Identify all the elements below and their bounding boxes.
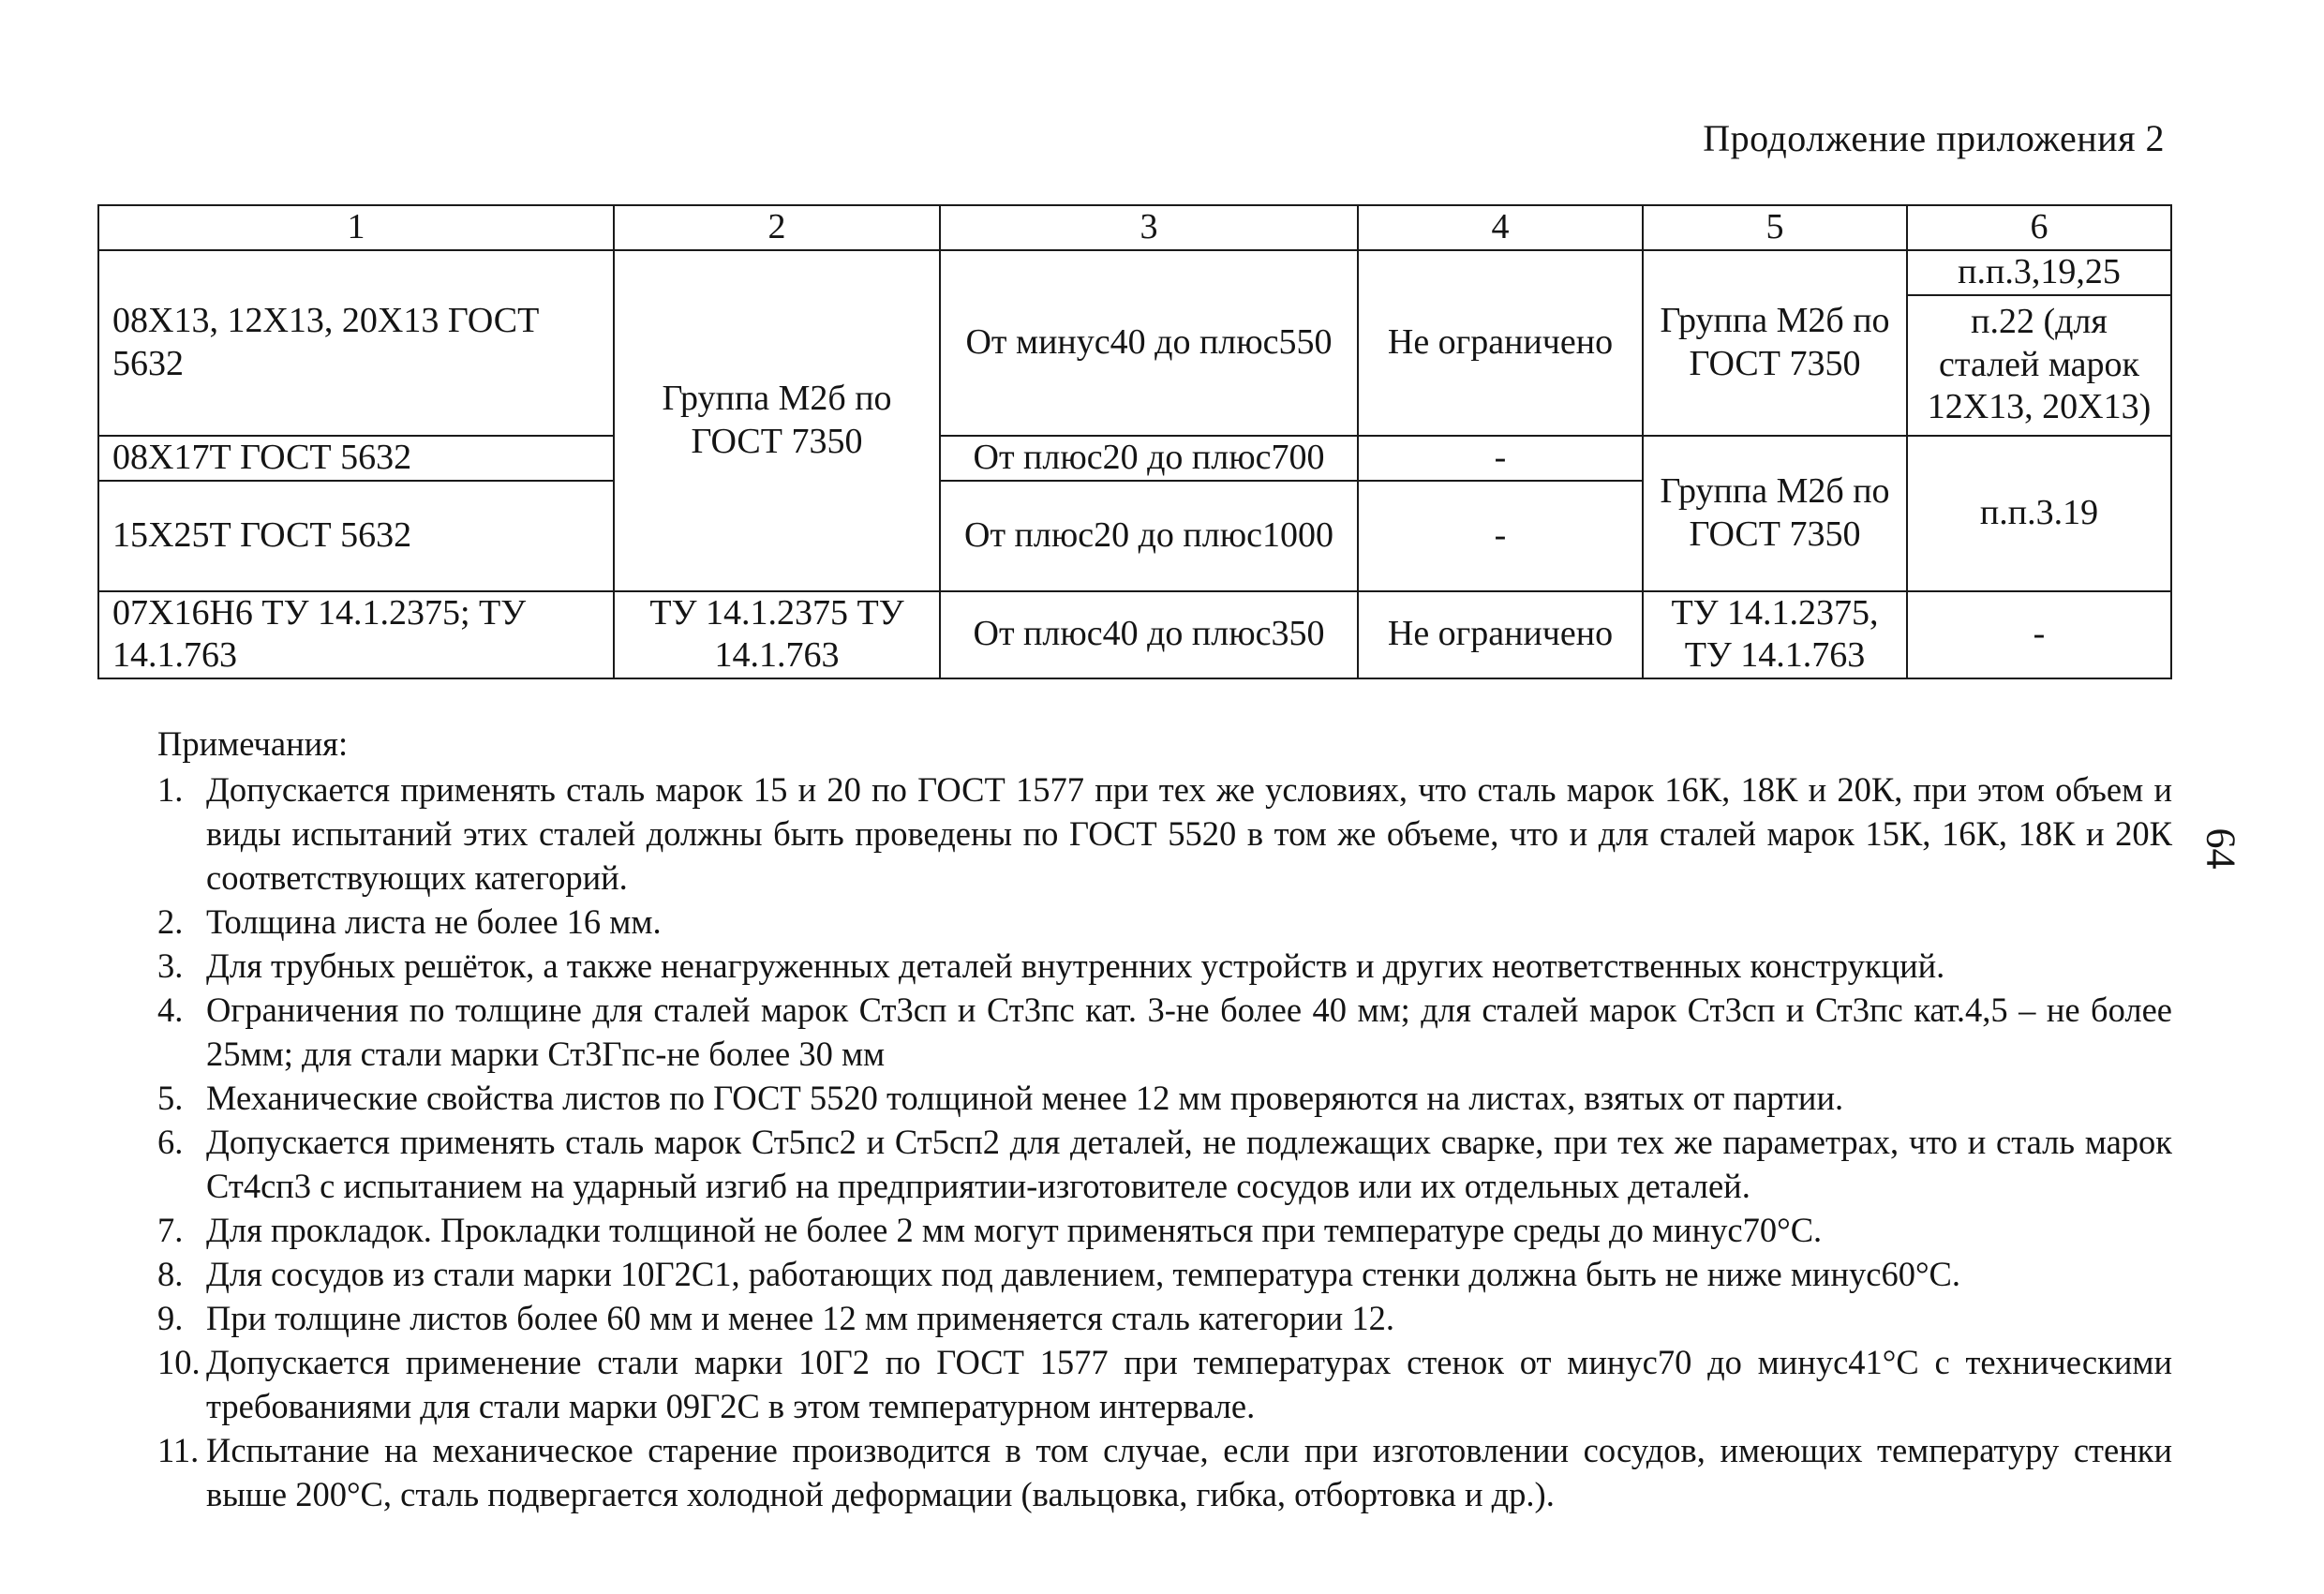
note-number: 9. — [157, 1299, 184, 1337]
note-item — [157, 988, 2172, 1076]
note-text: Для прокладок. Прокладки толщиной не более 2 мм могут применяться при температуре среды до минус70°С. — [206, 1211, 1823, 1249]
pressure-limit-cell: Не ограничено — [1358, 250, 1643, 436]
note-number: 10. — [157, 1343, 201, 1381]
header-col-1: 1 — [98, 205, 614, 250]
note-item — [157, 1252, 2172, 1296]
note-item — [157, 1296, 2172, 1340]
pressure-limit-cell: Не ограничено — [1358, 591, 1643, 678]
note-item — [157, 1428, 2172, 1516]
note-text: Для трубных решёток, а также ненагруженных деталей внутренних устройств и других неответственных конструкций. — [206, 946, 1945, 985]
note-item — [157, 944, 2172, 988]
note-number: 3. — [157, 946, 184, 985]
note-number: 7. — [157, 1211, 184, 1249]
test-group-cell: ТУ 14.1.2375, ТУ 14.1.763 — [1643, 591, 1907, 678]
notes-list — [157, 767, 2172, 1516]
note-number: 4. — [157, 991, 184, 1029]
note-text: Для сосудов из стали марки 10Г2С1, работающих под давлением, температура стенки должна быть не ниже минус60°С. — [206, 1255, 1961, 1293]
note-item — [157, 1340, 2172, 1428]
notes-ref-cell: п.22 (для сталей марок 12Х13, 20Х13) — [1907, 295, 2171, 436]
table-row — [98, 591, 2171, 678]
temperature-range-cell: От плюс20 до плюс700 — [940, 436, 1358, 481]
note-number: 8. — [157, 1255, 184, 1293]
pressure-limit-cell: - — [1358, 436, 1643, 481]
header-col-5: 5 — [1643, 205, 1907, 250]
header-col-2: 2 — [614, 205, 940, 250]
page-number: 64 — [2197, 827, 2244, 870]
note-text: Допускается применение стали марки 10Г2 по ГОСТ 1577 при температурах стенок от минус70 до минус41°С с техническими требованиями для стали марки 09Г2С в этом температурном интервале. — [206, 1343, 2172, 1425]
test-group-cell: Группа М2б по ГОСТ 7350 — [1643, 436, 1907, 591]
note-text: Испытание на механическое старение производится в том случае, если при изготовлении сосудов, имеющих температуру стенки выше 200°С, сталь подвергается холодной деформации (вальцовка, гибка, отбортовка и др.). — [206, 1431, 2172, 1513]
table-row — [98, 250, 2171, 295]
header-col-4: 4 — [1358, 205, 1643, 250]
note-item — [157, 1076, 2172, 1120]
header-col-3: 3 — [940, 205, 1358, 250]
note-text: Допускается применять сталь марок Ст5пс2 и Ст5сп2 для деталей, не подлежащих сварке, при тех же параметрах, что и сталь марок Ст4сп3 с испытанием на ударный изгиб на предприятии-изготовителе сосудов или их отдельных деталей. — [206, 1123, 2172, 1205]
steel-grade-cell: 15Х25Т ГОСТ 5632 — [98, 481, 614, 591]
steel-grade-cell: 08Х17Т ГОСТ 5632 — [98, 436, 614, 481]
continuation-label: Продолжение приложения 2 — [1703, 117, 2165, 159]
temperature-range-cell: От плюс20 до плюс1000 — [940, 481, 1358, 591]
pressure-limit-cell: - — [1358, 481, 1643, 591]
sheet-standard-cell: Группа М2б по ГОСТ 7350 — [614, 250, 940, 591]
note-number: 6. — [157, 1123, 184, 1161]
note-item — [157, 1120, 2172, 1208]
notes-title: Примечания: — [157, 724, 349, 763]
notes-section — [157, 722, 2172, 1516]
note-text: При толщине листов более 60 мм и менее 12 мм применяется сталь категории 12. — [206, 1299, 1394, 1337]
table-row — [98, 436, 2171, 481]
table-header-row — [98, 205, 2171, 250]
steel-grade-cell: 07Х16Н6 ТУ 14.1.2375; ТУ 14.1.763 — [98, 591, 614, 678]
sheet-standard-cell: ТУ 14.1.2375 ТУ 14.1.763 — [614, 591, 940, 678]
note-item — [157, 767, 2172, 900]
note-item — [157, 1208, 2172, 1252]
steel-grade-cell: 08Х13, 12Х13, 20Х13 ГОСТ 5632 — [98, 250, 614, 436]
note-text: Допускается применять сталь марок 15 и 20 по ГОСТ 1577 при тех же условиях, что сталь марок 16К, 18К и 20К, при этом объем и виды испытаний этих сталей должны быть проведены по ГОСТ 5520 в том же объеме, что и для сталей марок 15К, 16К, 18К и 20К соответствующих категорий. — [206, 770, 2172, 897]
note-number: 1. — [157, 770, 184, 809]
notes-ref-cell: - — [1907, 591, 2171, 678]
note-number: 11. — [157, 1431, 200, 1469]
notes-ref-cell: п.п.3,19,25 — [1907, 250, 2171, 295]
note-text: Толщина листа не более 16 мм. — [206, 902, 662, 941]
note-number: 5. — [157, 1079, 184, 1117]
notes-ref-cell: п.п.3.19 — [1907, 436, 2171, 591]
temperature-range-cell: От плюс40 до плюс350 — [940, 591, 1358, 678]
materials-table — [97, 204, 2172, 679]
note-number: 2. — [157, 902, 184, 941]
note-text: Механические свойства листов по ГОСТ 5520 толщиной менее 12 мм проверяются на листах, взятых от партии. — [206, 1079, 1844, 1117]
test-group-cell: Группа М2б по ГОСТ 7350 — [1643, 250, 1907, 436]
note-item — [157, 900, 2172, 944]
temperature-range-cell: От минус40 до плюс550 — [940, 250, 1358, 436]
header-col-6: 6 — [1907, 205, 2171, 250]
note-text: Ограничения по толщине для сталей марок Ст3сп и Ст3пс кат. 3-не более 40 мм; для сталей марок Ст3сп и Ст3пс кат.4,5 – не более 25мм; для стали марки Ст3Гпс-не более 30 мм — [206, 991, 2172, 1073]
